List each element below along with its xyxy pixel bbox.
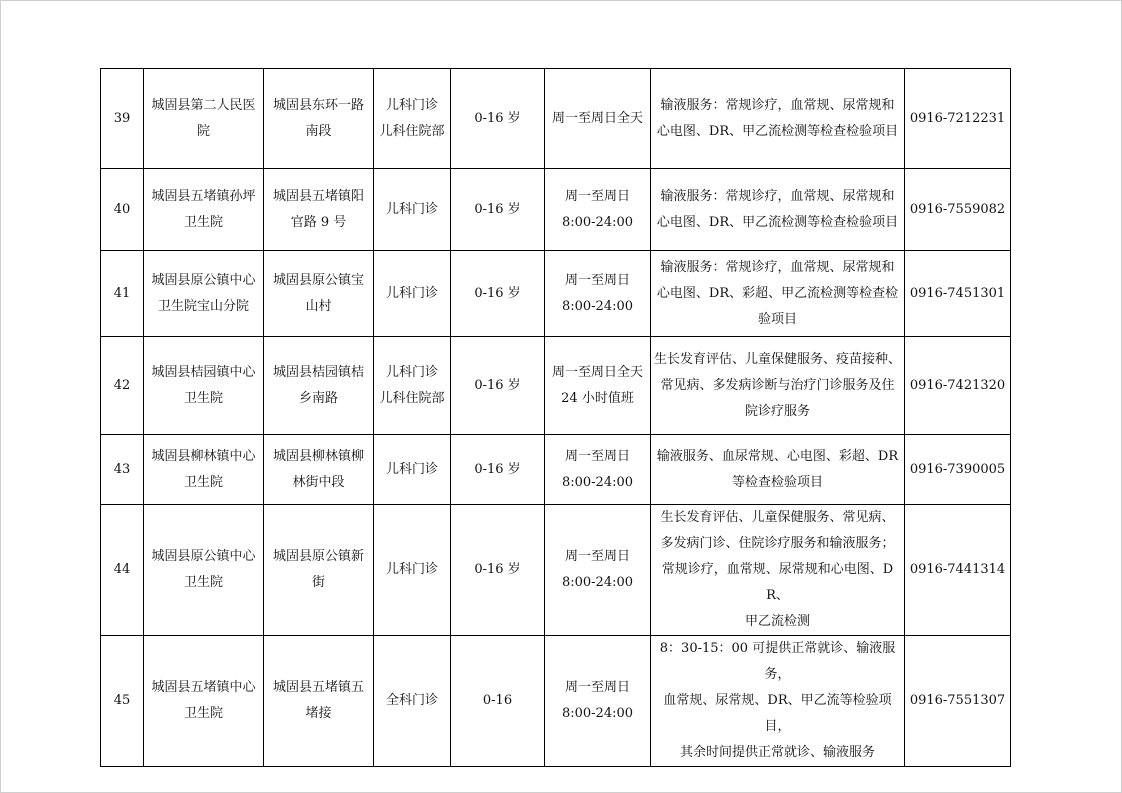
services-line: 输液服务：常规诊疗，血常规、尿常规和 xyxy=(660,188,895,204)
num-text: 44 xyxy=(113,562,131,577)
services-line: 常见病、多发病诊断与治疗门诊服务及住 xyxy=(660,377,895,393)
table-row xyxy=(101,169,1011,251)
table-body xyxy=(101,69,1011,767)
address-line: 山村 xyxy=(305,298,332,314)
address-line: 南段 xyxy=(305,123,332,139)
hospital-line: 卫生院 xyxy=(183,474,223,490)
address-line: 城固县柳林镇柳 xyxy=(272,448,364,464)
table-row xyxy=(101,636,1011,767)
phone-text: 0916-7441314 xyxy=(909,562,1006,577)
age-text: 0-16 岁 xyxy=(474,110,521,126)
phone-cell xyxy=(905,251,1011,337)
hospital-name-cell xyxy=(144,169,264,251)
services-line: 心电图、DR、甲乙流检测等检查检验项目 xyxy=(656,123,899,139)
hospital-line: 城固县原公镇中心 xyxy=(151,272,256,288)
department-line: 儿科门诊 xyxy=(385,364,438,380)
address-line: 官路 9 号 xyxy=(290,214,347,230)
services-cell xyxy=(651,251,905,337)
hours-line: 8:00-24:00 xyxy=(561,298,634,314)
hours-line: 8:00-24:00 xyxy=(561,214,634,230)
services-cell xyxy=(651,435,905,505)
address-line: 城固县五堵镇五 xyxy=(272,680,364,695)
service-hours-cell xyxy=(545,337,651,435)
hospital-name-cell xyxy=(144,69,264,169)
services-line: 8：30-15：00 可提供正常就诊、输液服务， xyxy=(659,641,896,682)
hospital-name-cell xyxy=(144,505,264,636)
row-number-cell xyxy=(101,435,144,505)
table-row xyxy=(101,251,1011,337)
phone-cell xyxy=(905,69,1011,169)
services-cell xyxy=(651,169,905,251)
phone-cell xyxy=(905,435,1011,505)
phone-text: 0916-7551307 xyxy=(909,693,1006,708)
service-hours-cell xyxy=(545,636,651,767)
address-cell xyxy=(264,69,374,169)
address-line: 城固县原公镇新 xyxy=(272,549,364,564)
hospital-name-cell xyxy=(144,337,264,435)
service-hours-cell xyxy=(545,505,651,636)
services-cell xyxy=(651,505,905,636)
address-line: 城固县东环一路 xyxy=(272,97,364,113)
address-cell xyxy=(264,169,374,251)
num-text: 41 xyxy=(113,285,131,301)
age-text: 0-16 岁 xyxy=(474,201,521,217)
age-range-cell xyxy=(451,636,545,767)
phone-cell xyxy=(905,636,1011,767)
table-row xyxy=(101,337,1011,435)
phone-cell xyxy=(905,505,1011,636)
hospital-line: 城固县五堵镇中心 xyxy=(151,680,256,695)
hours-line: 8:00-24:00 xyxy=(561,575,634,590)
services-line: 输液服务：常规诊疗，血常规、尿常规和 xyxy=(660,97,895,113)
age-range-cell xyxy=(451,505,545,636)
age-range-cell xyxy=(451,169,545,251)
services-line: 生长发育评估、儿童保健服务、疫苗接种、 xyxy=(653,351,901,367)
address-line: 街 xyxy=(311,575,325,590)
row-number-cell xyxy=(101,69,144,169)
hours-line: 周一至周日全天 xyxy=(551,110,643,126)
age-range-cell xyxy=(451,435,545,505)
hospital-line: 院 xyxy=(196,123,210,139)
department-cell xyxy=(374,169,451,251)
department-cell xyxy=(374,636,451,767)
hours-line: 周一至周日 xyxy=(564,549,630,564)
services-line: 心电图、DR、彩超、甲乙流检测等检查检 xyxy=(656,285,899,301)
hospital-line: 城固县五堵镇孙坪 xyxy=(151,188,256,204)
department-line: 全科门诊 xyxy=(385,693,438,708)
services-line: 验项目 xyxy=(757,311,797,327)
services-cell xyxy=(651,337,905,435)
hours-line: 周一至周日 xyxy=(564,188,630,204)
row-number-cell xyxy=(101,169,144,251)
address-line: 城固县原公镇宝 xyxy=(272,272,364,288)
hospital-line: 城固县柳林镇中心 xyxy=(151,448,256,464)
table-row xyxy=(101,435,1011,505)
phone-text: 0916-7451301 xyxy=(909,285,1006,301)
address-cell xyxy=(264,251,374,337)
department-cell xyxy=(374,337,451,435)
phone-cell xyxy=(905,169,1011,251)
address-cell xyxy=(264,636,374,767)
row-number-cell xyxy=(101,251,144,337)
num-text: 43 xyxy=(113,461,131,477)
service-hours-cell xyxy=(545,169,651,251)
services-cell xyxy=(651,636,905,767)
department-line: 儿科门诊 xyxy=(385,562,438,577)
phone-cell xyxy=(905,337,1011,435)
address-cell xyxy=(264,505,374,636)
services-cell xyxy=(651,69,905,169)
services-line: 等检查检验项目 xyxy=(731,474,823,490)
hospital-line: 城固县原公镇中心 xyxy=(151,549,256,564)
hours-line: 8:00-24:00 xyxy=(561,706,634,721)
services-line: 常规诊疗，血常规、尿常规和心电图、DR、 xyxy=(661,562,894,603)
address-cell xyxy=(264,435,374,505)
department-line: 儿科门诊 xyxy=(385,201,438,217)
department-line: 儿科门诊 xyxy=(385,285,438,301)
table-row xyxy=(101,69,1011,169)
age-range-cell xyxy=(451,69,545,169)
department-line: 儿科住院部 xyxy=(379,123,445,139)
num-text: 39 xyxy=(113,110,131,126)
row-number-cell xyxy=(101,636,144,767)
hours-line: 周一至周日 xyxy=(564,272,630,288)
row-number-cell xyxy=(101,337,144,435)
age-range-cell xyxy=(451,251,545,337)
hours-line: 周一至周日 xyxy=(564,448,630,464)
hospital-line: 卫生院 xyxy=(183,706,223,721)
hospital-line: 卫生院 xyxy=(183,575,223,590)
services-line: 血常规、尿常规、DR、甲乙流等检验项目， xyxy=(663,693,892,734)
num-text: 40 xyxy=(113,201,131,217)
hospital-line: 城固县桔园镇中心 xyxy=(151,364,256,380)
address-line: 堵接 xyxy=(305,706,332,721)
address-line: 林街中段 xyxy=(292,474,345,490)
services-line: 输液服务：常规诊疗，血常规、尿常规和 xyxy=(660,259,895,275)
hospital-line: 卫生院宝山分院 xyxy=(157,298,249,314)
department-line: 儿科门诊 xyxy=(385,97,438,113)
hours-line: 24 小时值班 xyxy=(561,390,634,406)
address-line: 城固县五堵镇阳 xyxy=(272,188,364,204)
services-line: 心电图、DR、甲乙流检测等检查检验项目 xyxy=(656,214,899,230)
age-text: 0-16 岁 xyxy=(474,562,521,577)
hospital-name-cell xyxy=(144,251,264,337)
hospital-name-cell xyxy=(144,636,264,767)
department-line: 儿科门诊 xyxy=(385,461,438,477)
hours-line: 周一至周日全天 xyxy=(551,364,643,380)
age-text: 0-16 岁 xyxy=(474,285,521,301)
phone-text: 0916-7212231 xyxy=(909,110,1006,126)
phone-text: 0916-7559082 xyxy=(909,201,1006,217)
services-line: 输液服务、血尿常规、心电图、彩超、DR xyxy=(656,448,899,464)
row-number-cell xyxy=(101,505,144,636)
services-line: 甲乙流检测 xyxy=(744,614,810,629)
department-cell xyxy=(374,69,451,169)
num-text: 42 xyxy=(113,377,131,393)
department-cell xyxy=(374,435,451,505)
clinic-schedule-table xyxy=(100,68,1011,767)
services-line: 院诊疗服务 xyxy=(744,403,810,419)
hospital-line: 卫生院 xyxy=(183,214,223,230)
phone-text: 0916-7421320 xyxy=(909,377,1006,393)
age-text: 0-16 xyxy=(482,693,513,708)
age-text: 0-16 岁 xyxy=(474,461,521,477)
address-cell xyxy=(264,337,374,435)
table-row xyxy=(101,505,1011,636)
phone-text: 0916-7390005 xyxy=(909,461,1006,477)
hospital-line: 卫生院 xyxy=(183,390,223,406)
age-text: 0-16 岁 xyxy=(474,377,521,393)
address-line: 乡南路 xyxy=(298,390,338,406)
hospital-name-cell xyxy=(144,435,264,505)
age-range-cell xyxy=(451,337,545,435)
services-line: 其余时间提供正常就诊、输液服务 xyxy=(679,745,875,760)
department-cell xyxy=(374,505,451,636)
department-cell xyxy=(374,251,451,337)
services-line: 多发病门诊、住院诊疗服务和输液服务； xyxy=(660,536,895,551)
department-line: 儿科住院部 xyxy=(379,390,445,406)
services-line: 生长发育评估、儿童保健服务、常见病、 xyxy=(660,510,895,525)
hospital-line: 城固县第二人民医 xyxy=(151,97,256,113)
hours-line: 8:00-24:00 xyxy=(561,474,634,490)
service-hours-cell xyxy=(545,69,651,169)
service-hours-cell xyxy=(545,251,651,337)
address-line: 城固县桔园镇桔 xyxy=(272,364,364,380)
service-hours-cell xyxy=(545,435,651,505)
num-text: 45 xyxy=(113,693,131,708)
hours-line: 周一至周日 xyxy=(564,680,630,695)
